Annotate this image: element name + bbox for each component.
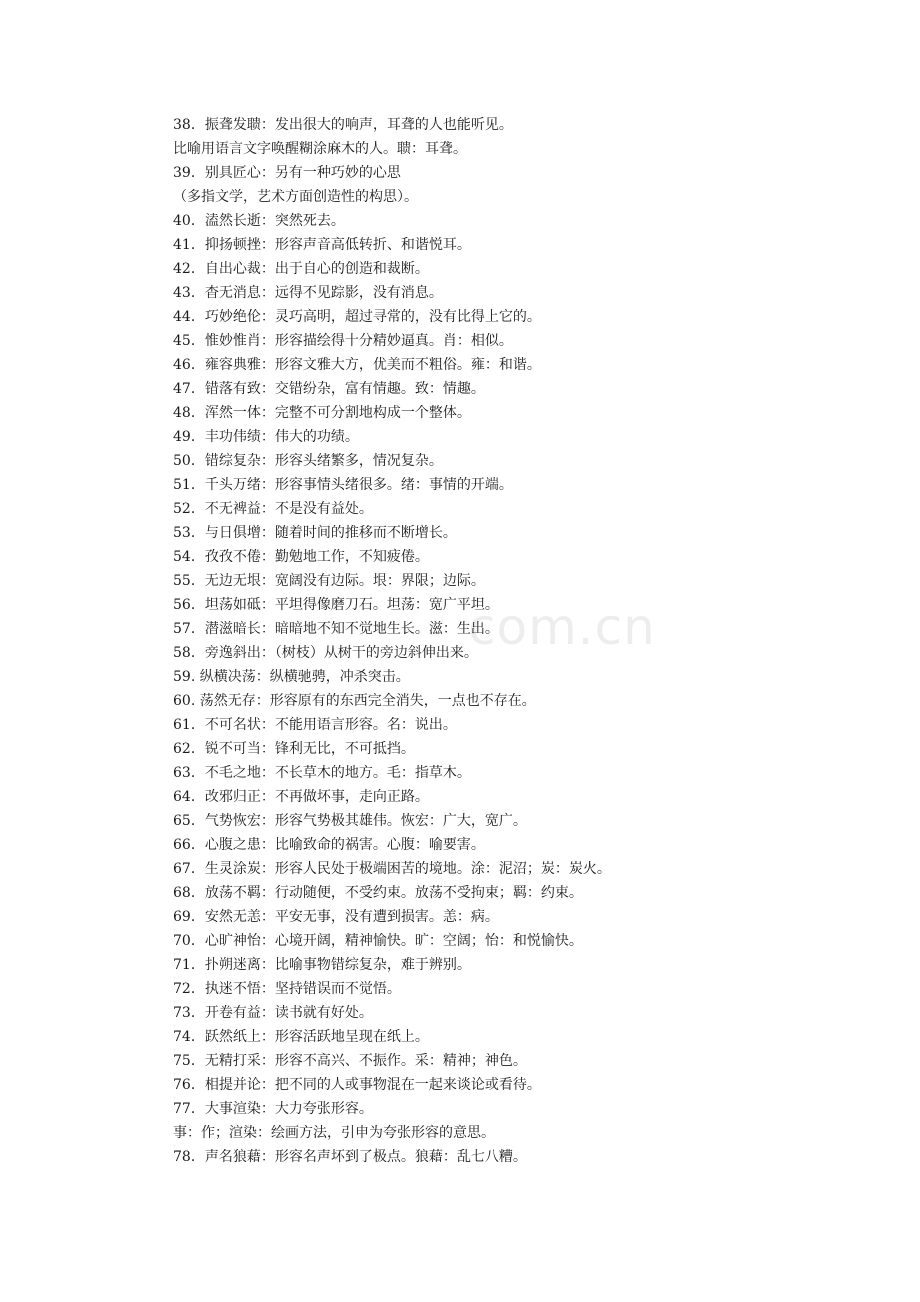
text-line: 60. 荡然无存：形容原有的东西完全消失，一点也不存在。 xyxy=(173,693,536,709)
text-line: 39．别具匠心：另有一种巧妙的心思 xyxy=(173,165,401,181)
text-line: 53．与日俱增：随着时间的推移而不断增长。 xyxy=(173,525,457,541)
text-line: 75．无精打采：形容不高兴、不振作。采：精神；神色。 xyxy=(173,1053,527,1069)
text-line: 73．开卷有益：读书就有好处。 xyxy=(173,1005,373,1021)
text-line: 62．锐不可当：锋利无比，不可抵挡。 xyxy=(173,741,415,757)
text-line: 44．巧妙绝伦：灵巧高明，超过寻常的，没有比得上它的。 xyxy=(173,309,541,325)
idiom-list xyxy=(173,113,873,1169)
text-line: 45．惟妙惟肖：形容描绘得十分精妙逼真。肖：相似。 xyxy=(173,333,513,349)
text-line: 42．自出心裁：出于自心的创造和裁断。 xyxy=(173,261,429,277)
text-line: 65．气势恢宏：形容气势极其雄伟。恢宏：广大，宽广。 xyxy=(173,813,527,829)
watermark: com.cn xyxy=(468,598,656,656)
text-line: 51．千头万绪：形容事情头绪很多。绪：事情的开端。 xyxy=(173,477,513,493)
text-line: 70．心旷神怡：心境开阔，精神愉快。旷：空阔；怡：和悦愉快。 xyxy=(173,933,583,949)
text-line: 66．心腹之患：比喻致命的祸害。心腹：喻要害。 xyxy=(173,837,485,853)
text-line: 74．跃然纸上：形容活跃地呈现在纸上。 xyxy=(173,1029,429,1045)
text-line: 事：作；渲染：绘画方法，引申为夸张形容的意思。 xyxy=(173,1125,495,1141)
text-line: 43．杳无消息：远得不见踪影，没有消息。 xyxy=(173,285,443,301)
text-line: 52．不无裨益：不是没有益处。 xyxy=(173,501,373,517)
text-line: 46．雍容典雅：形容文雅大方，优美而不粗俗。雍：和谐。 xyxy=(173,357,541,373)
text-line: 50．错综复杂：形容头绪繁多，情况复杂。 xyxy=(173,453,443,469)
text-line: 77．大事渲染：大力夸张形容。 xyxy=(173,1101,373,1117)
text-line: 59. 纵横决荡：纵横驰骋，冲杀突击。 xyxy=(173,669,410,685)
text-line: 55．无边无垠：宽阔没有边际。垠：界限；边际。 xyxy=(173,573,485,589)
text-line: 56．坦荡如砥：平坦得像磨刀石。坦荡：宽广平坦。 xyxy=(173,597,499,613)
text-line: 63．不毛之地：不长草木的地方。毛：指草木。 xyxy=(173,765,471,781)
text-line: 比喻用语言文字唤醒糊涂麻木的人。聩：耳聋。 xyxy=(173,141,467,157)
text-line: 71．扑朔迷离：比喻事物错综复杂，难于辨别。 xyxy=(173,957,471,973)
text-line: 40．溘然长逝：突然死去。 xyxy=(173,213,345,229)
text-line: 64．改邪归正：不再做坏事，走向正路。 xyxy=(173,789,429,805)
text-line: 67．生灵涂炭：形容人民处于极端困苦的境地。涂：泥沼；炭：炭火。 xyxy=(173,861,611,877)
text-line: 38．振聋发聩：发出很大的响声，耳聋的人也能听见。 xyxy=(173,117,513,133)
text-line: （多指文学，艺术方面创造性的构思）。 xyxy=(173,189,418,205)
text-line: 49．丰功伟绩：伟大的功绩。 xyxy=(173,429,359,445)
text-line: 69．安然无恙：平安无事，没有遭到损害。恙：病。 xyxy=(173,909,499,925)
text-line: 68．放荡不羁：行动随便，不受约束。放荡不受拘束；羁：约束。 xyxy=(173,885,583,901)
text-line: 47．错落有致：交错纷杂，富有情趣。致：情趣。 xyxy=(173,381,485,397)
text-line: 54．孜孜不倦：勤勉地工作，不知疲倦。 xyxy=(173,549,429,565)
text-line: 78．声名狼藉：形容名声坏到了极点。狼藉：乱七八糟。 xyxy=(173,1149,527,1165)
text-line: 76．相提并论：把不同的人或事物混在一起来谈论或看待。 xyxy=(173,1077,541,1093)
text-line: 58．旁逸斜出：（树枝）从树干的旁边斜伸出来。 xyxy=(173,645,478,661)
text-line: 72．执迷不悟：坚持错误而不觉悟。 xyxy=(173,981,401,997)
text-line: 61．不可名状：不能用语言形容。名：说出。 xyxy=(173,717,457,733)
text-line: 57．潜滋暗长：暗暗地不知不觉地生长。滋：生出。 xyxy=(173,621,499,637)
text-line: 41．抑扬顿挫：形容声音高低转折、和谐悦耳。 xyxy=(173,237,471,253)
text-line: 48．浑然一体：完整不可分割地构成一个整体。 xyxy=(173,405,471,421)
